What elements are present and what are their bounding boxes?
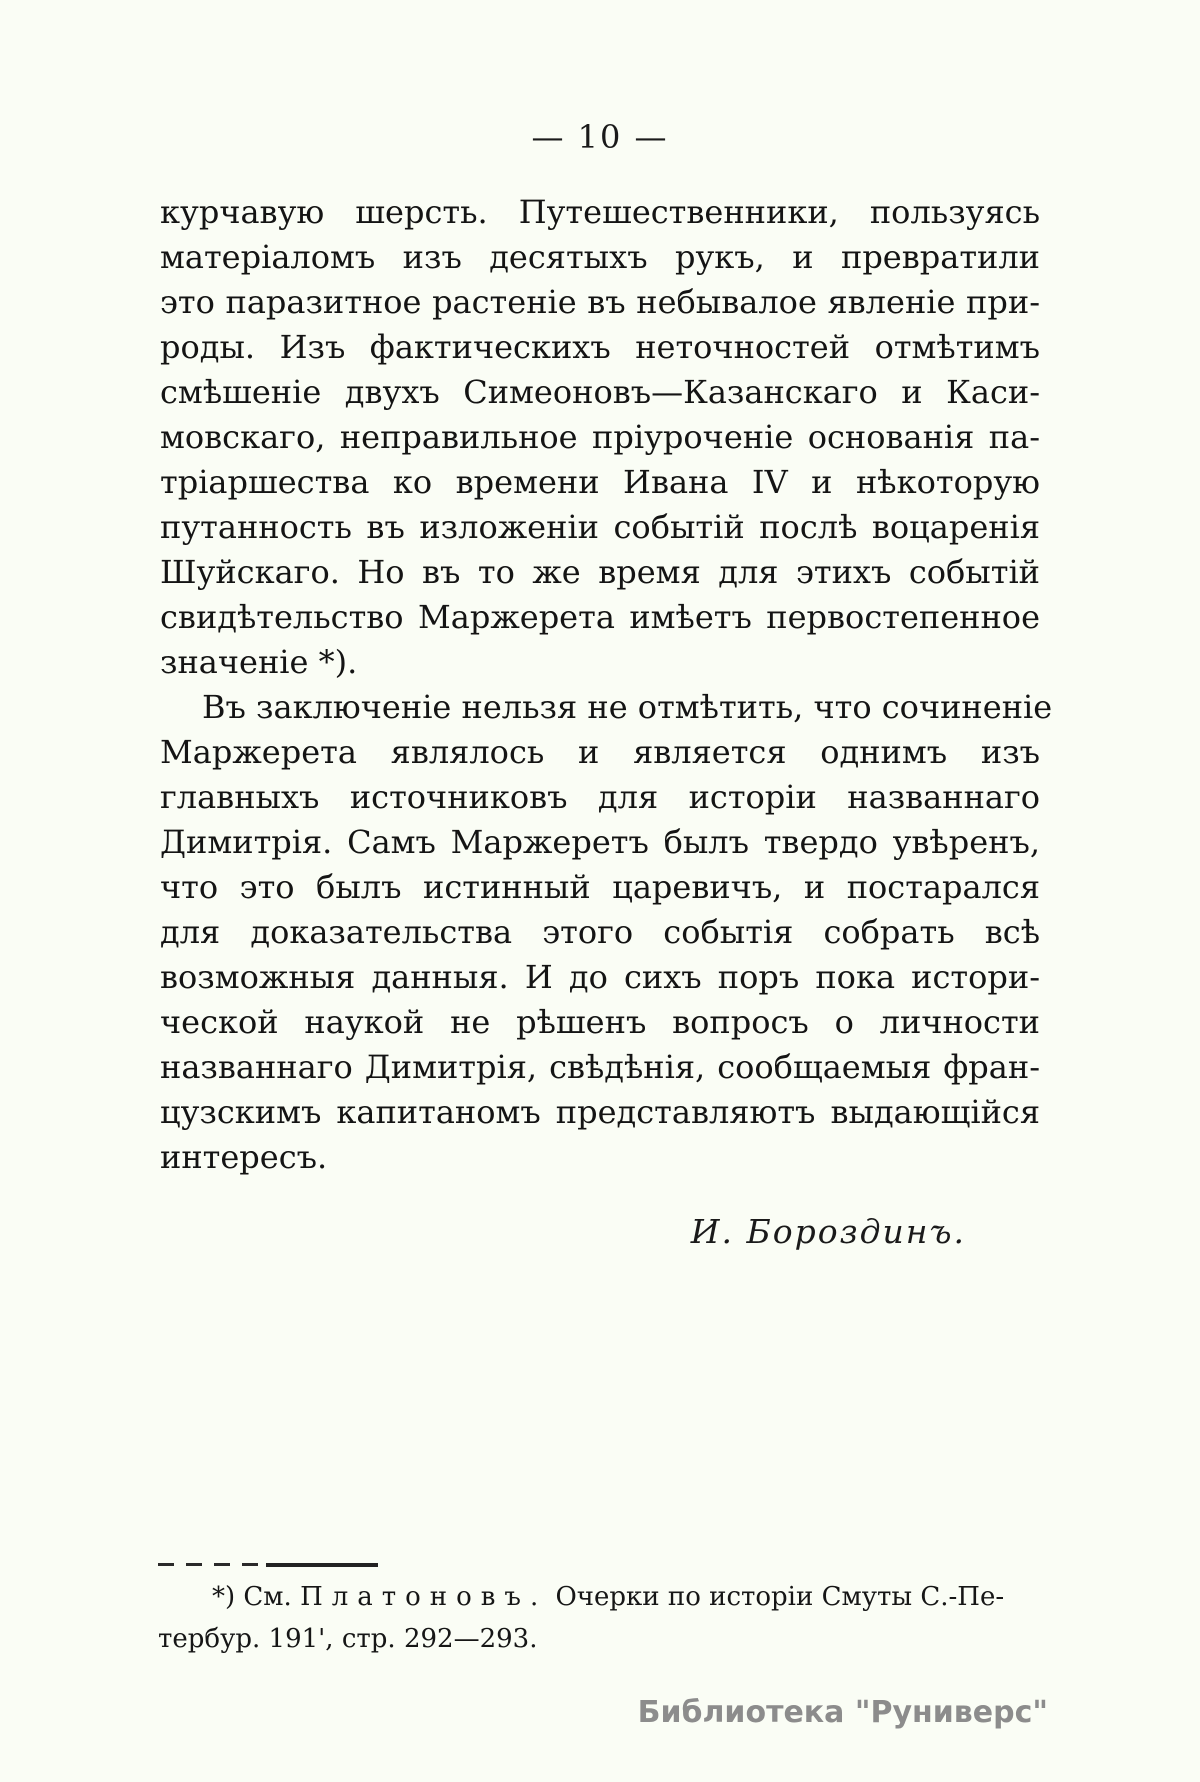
page-number: — 10 — bbox=[531, 118, 669, 156]
body-line: ческой наукой не рѣшенъ вопросъ о личности bbox=[160, 1003, 1040, 1041]
footnote-title: Очерки по исторіи Смуты С.-Пе- bbox=[547, 1582, 1005, 1612]
body-line: Димитрія. Самъ Маржеретъ былъ твердо увѣренъ, bbox=[160, 823, 1040, 861]
footnote-author-name: Платоновъ. bbox=[300, 1582, 548, 1612]
body-line: курчавую шерсть. Путешественники, пользуясь bbox=[160, 193, 1040, 231]
body-line: главныхъ источниковъ для исторіи названнаго bbox=[160, 778, 1040, 816]
body-line: матеріаломъ изъ десятыхъ рукъ, и превратили bbox=[160, 238, 1040, 276]
body-line: что это былъ истинный царевичъ, и постарался bbox=[160, 868, 1040, 906]
body-line-paragraph-end: интересъ. bbox=[160, 1138, 328, 1176]
body-line: мовскаго, неправильное пріуроченіе основанія па- bbox=[160, 418, 1040, 456]
author-signature: И. Бороздинъ. bbox=[690, 1212, 966, 1251]
footnote bbox=[158, 1576, 1040, 1660]
body-text bbox=[160, 190, 1053, 1180]
body-line: для доказательства этого событія собрать всѣ bbox=[160, 913, 1040, 951]
footnote-line-2: тербур. 191', стр. 292—293. bbox=[158, 1624, 538, 1654]
body-line: Маржерета являлось и является однимъ изъ bbox=[160, 733, 1040, 771]
body-line: свидѣтельство Маржерета имѣетъ первостепенное bbox=[160, 598, 1040, 636]
body-line: названнаго Димитрія, свѣдѣнія, сообщаемыя фран- bbox=[160, 1048, 1040, 1086]
body-line-paragraph-end: значеніе *). bbox=[160, 643, 358, 681]
footnote-line-1 bbox=[158, 1576, 1040, 1618]
body-line: тріаршества ко времени Ивана IV и нѣкоторую bbox=[160, 463, 1040, 501]
body-line: роды. Изъ фактическихъ неточностей отмѣтимъ bbox=[160, 328, 1040, 366]
library-watermark: Библиотека "Руниверс" bbox=[637, 1695, 1048, 1730]
body-line: Шуйскаго. Но въ то же время для этихъ событій bbox=[160, 553, 1040, 591]
footnote-rule-solid-segment bbox=[266, 1563, 378, 1567]
body-line: цузскимъ капитаномъ представляютъ выдающійся bbox=[160, 1093, 1040, 1131]
body-line-paragraph-start: Въ заключеніе нельзя не отмѣтить, что сочиненіе bbox=[202, 688, 1053, 726]
body-line: путанность въ изложеніи событій послѣ воцаренія bbox=[160, 508, 1040, 546]
footnote-marker-and-see: *) См. bbox=[212, 1582, 301, 1612]
footnote-rule-dashed-segment bbox=[158, 1563, 268, 1567]
body-line: возможныя данныя. И до сихъ поръ пока истори- bbox=[160, 958, 1040, 996]
body-line: смѣшеніе двухъ Симеоновъ—Казанскаго и Каси- bbox=[160, 373, 1040, 411]
footnote-separator-rule bbox=[158, 1563, 378, 1568]
body-line: это паразитное растеніе въ небывалое явленіе при- bbox=[160, 283, 1040, 321]
